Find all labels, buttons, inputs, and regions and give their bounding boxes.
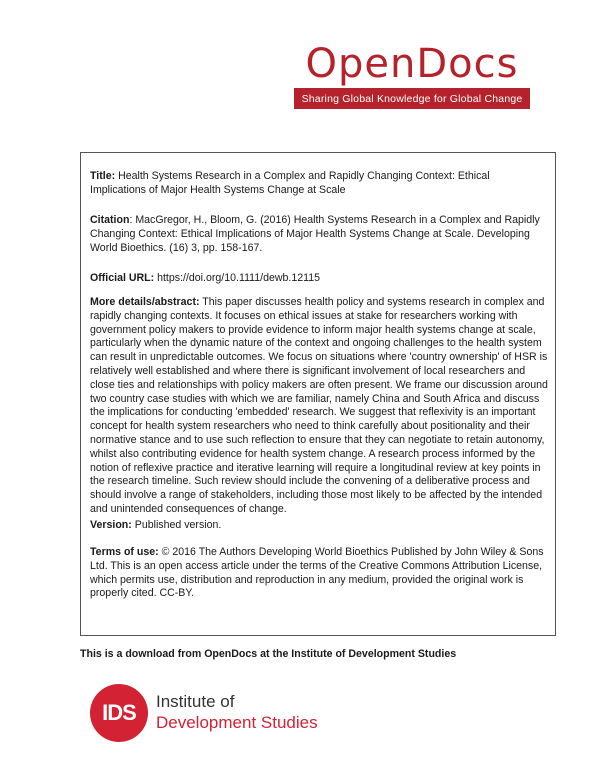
version-block [90, 519, 548, 533]
abstract-label: More details/abstract: [90, 296, 200, 308]
title-label: Title: [90, 170, 116, 182]
official-url-block [90, 272, 548, 286]
title-block [90, 170, 548, 198]
ids-logo-line2: Development Studies [156, 713, 318, 732]
title-text: Health Systems Research in a Complex and Rapidly Changing Context: Ethical Implications of Major Health Systems Change at Scale [90, 170, 490, 196]
citation-label: Citation [90, 214, 130, 226]
citation-block [90, 214, 548, 255]
opendocs-logo [294, 40, 530, 112]
version-label: Version: [90, 519, 132, 531]
ids-badge: IDS [90, 684, 148, 742]
terms-text: © 2016 The Authors Developing World Bioethics Published by John Wiley & Sons Ltd. This is an open access article under the terms of the Creative Commons Attribution License, which permits use, distribution and reproduction in any medium, provided the original work is properly cited. CC-BY. [90, 546, 544, 600]
ids-logo [90, 680, 330, 744]
citation-text: : MacGregor, H., Bloom, G. (2016) Health Systems Research in a Complex and Rapidly Changing Context: Ethical Implications of Major Health Systems Change at Scale. Developing World Bioethics. (16) 3, pp. 158-167. [90, 214, 540, 254]
opendocs-logo-name: OpenDocs [294, 40, 530, 88]
opendocs-logo-tagline: Sharing Global Knowledge for Global Change [294, 88, 530, 109]
terms-label: Terms of use: [90, 546, 159, 558]
download-note: This is a download from OpenDocs at the Institute of Development Studies [80, 648, 457, 660]
official-url-link[interactable]: https://doi.org/10.1111/dewb.12115 [154, 272, 321, 284]
official-url-label: Official URL: [90, 272, 155, 284]
abstract-text: This paper discusses health policy and systems research in complex and rapidly changing contexts. It focuses on ethical issues at stake for researchers working with government policy makers to provide evidence to inform major health systems change at scale, particularly when the dynamic nature of the context and ongoing challenges to the health system can result in unpredictable outcomes. We focus on situations where 'country ownership' of HSR is relatively well established and where there is significant involvement of local researchers and close ties and relationships with policy makers are often present. We frame our discussion around two country case studies with which we are familiar, namely China and South Africa and discuss the implications for conducting 'embedded' research. We suggest that reflexivity is an important concept for health system researchers who need to think carefully about positionality and their normative stance and to use such reflection to ensure that they can negotiate to retain autonomy, whilst also contributing evidence for health system change. A research process informed by the notion of reflexive practice and iterative learning will require a longitudinal review at key points in the research timeline. Such review should include the convening of a deliberative process and should involve a range of stakeholders, including those most likely to be affected by the intended and unintended consequences of change. [90, 296, 548, 515]
ids-logo-line1: Institute of [156, 692, 235, 711]
terms-block [90, 546, 548, 601]
abstract-block [90, 296, 548, 517]
version-text: Published version. [131, 519, 222, 531]
